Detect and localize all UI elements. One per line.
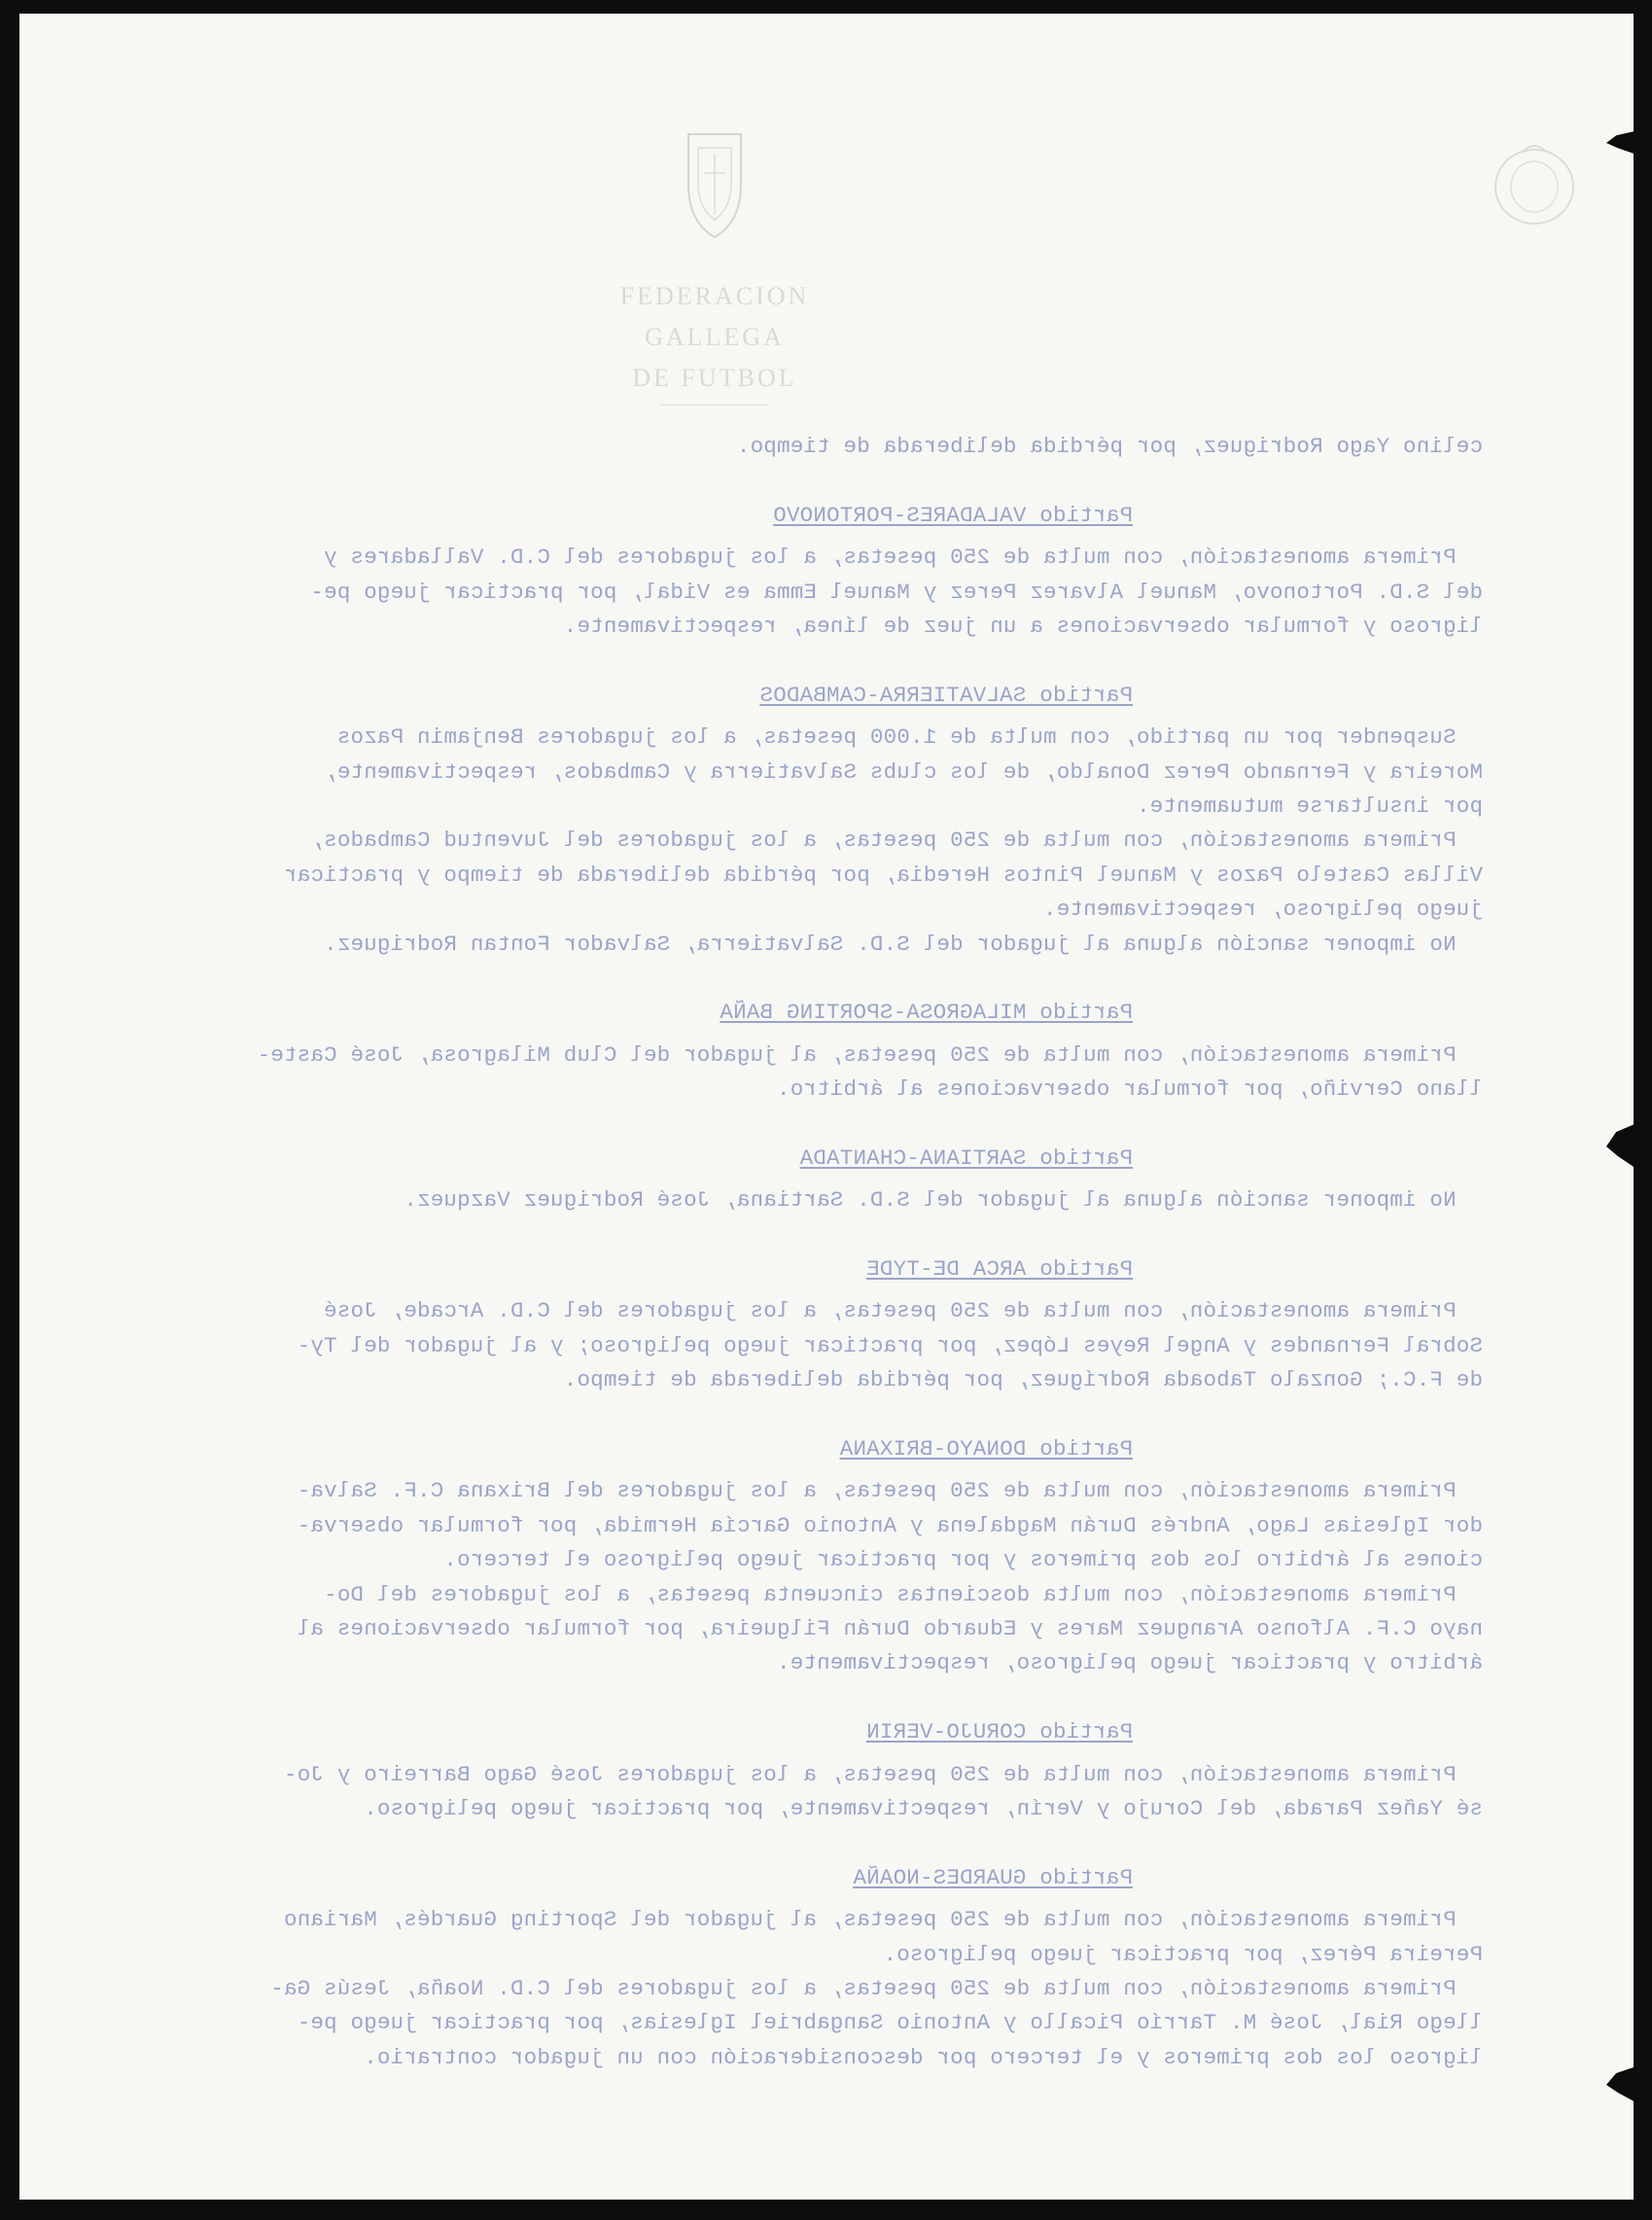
- mirrored-text-layer: [19, 14, 1634, 2200]
- heading-spacer: [73, 1895, 1483, 1903]
- match-heading-text: Partido VALADARES-PORTONOVO: [773, 502, 1133, 528]
- typed-line: nayo C.F. Alfonso Aranguez Mares y Eduardo Durán Filgueira, por formular observaciones al: [297, 1615, 1483, 1641]
- typed-line: Primera amonestación, con multa de 250 pesetas, a los jugadores del C.D. Arcade, José: [323, 1298, 1483, 1324]
- heading-spacer: [73, 1031, 1483, 1039]
- match-heading: [73, 1252, 1483, 1286]
- typed-line: Primera amonestación, con multa de 250 pesetas, a los jugadores del C.D. Noaña, Jesús Ga-: [270, 1975, 1483, 2001]
- typed-line: No imponer sanción alguna al jugador del S.D. Salvatierra, Salvador Fontan Rodriguez.: [323, 931, 1483, 957]
- typed-line: Moreira y Fernando Perez Donaldo, de los clubs Salvatierra y Cambados, respectivamente,: [323, 758, 1483, 785]
- typed-line: Primera amonestación, con multa de 250 pesetas, a los jugadores del Brixana C.F. Salva-: [297, 1478, 1483, 1504]
- typed-line: dor Iglesias Lago, Andrés Durán Magdalena y Antonio García Hermida, por formular observa-: [297, 1512, 1483, 1538]
- heading-spacer: [73, 533, 1483, 541]
- match-heading: [73, 996, 1483, 1030]
- match-heading: [73, 679, 1483, 713]
- paragraph-gap: [73, 464, 1483, 498]
- match-heading: [73, 499, 1483, 533]
- org-name-line1: FEDERACION GALLEGA: [619, 282, 810, 351]
- typed-line: de F.C.; Gonzalo Taboada Rodríguez, por pérdida deliberada de tiempo.: [563, 1367, 1483, 1393]
- typed-line: Primera amonestación, con multa de 250 pesetas, a los jugadores del C.D. Valladares y: [323, 545, 1483, 571]
- typed-line: ligroso y formular observaciones a un juez de línea, respectivamente.: [563, 613, 1483, 639]
- match-heading: [73, 1715, 1483, 1749]
- paragraph-gap: [73, 1218, 1483, 1252]
- match-heading-text: Partido MILAGROSA-SPORTING BAÑA: [720, 1000, 1133, 1026]
- match-heading-text: Partido GUARDES-NOAÑA: [853, 1864, 1133, 1890]
- typed-line: Primera amonestación, con multa de 250 pesetas, a los jugadores José Gago Barreiro y Jo-: [283, 1761, 1483, 1787]
- typed-line: del S.D. Portonovo, Manuel Alvarez Perez y Manuel Emma es Vidal, por practicar juego pe-: [310, 579, 1483, 605]
- heading-spacer: [73, 1466, 1483, 1474]
- match-heading-text: Partido SARTIANA-CHANTADA: [799, 1145, 1133, 1171]
- typed-line: llano Cerviño, por formular observaciones al árbitro.: [776, 1076, 1483, 1103]
- paragraph-gap: [73, 644, 1483, 678]
- match-heading-text: Partido CORUJO-VERIN: [865, 1719, 1133, 1745]
- match-heading-text: Partido SALVATIERRA-CAMBADOS: [759, 682, 1133, 708]
- heading-spacer: [73, 713, 1483, 721]
- typed-line: Pereira Pérez, por practicar juego peligroso.: [883, 1941, 1483, 1967]
- typed-line: por insultarse mutuamente.: [1136, 793, 1483, 819]
- typed-line: llego Rial, José M. Tarrío Picallo y Antonio Sangabriel Iglesias, por practicar juego pe-: [297, 2010, 1483, 2036]
- scanned-page: [19, 14, 1634, 2200]
- typed-line: Primera amonestación, con multa de 250 pesetas, al jugador del Club Milagrosa, José Caste-: [257, 1041, 1483, 1068]
- typed-line: Suspender por un partido, con multa de 1.000 pesetas, a los jugadores Benjamin Pazos: [336, 724, 1483, 751]
- org-name-line2: DE FUTBOL: [632, 364, 797, 392]
- typed-line: ciones al árbitro los dos primeros y por practicar juego peligroso el tercero.: [443, 1547, 1483, 1573]
- typed-line: Primera amonestación, con multa doscientas cincuenta pesetas, a los jugadores del Do-: [323, 1581, 1483, 1607]
- match-heading: [73, 1861, 1483, 1895]
- match-heading: [73, 1142, 1483, 1176]
- heading-spacer: [73, 1750, 1483, 1758]
- match-heading-text: Partido DONAYO-BRIXANA: [839, 1436, 1133, 1462]
- heading-spacer: [73, 1176, 1483, 1183]
- paragraph-gap: [73, 1826, 1483, 1860]
- document-body: [73, 430, 1483, 2075]
- typed-line: ligroso los dos primeros y el tercero por desconsideración con un jugador contrario.: [364, 2044, 1483, 2070]
- paragraph-gap: [73, 1107, 1483, 1141]
- typed-line: Villas Castelo Pazos y Manuel Pintos Heredia, por pérdida deliberada de tiempo y practicar: [283, 862, 1483, 888]
- match-heading-text: Partido ARCA DE-TYDE: [865, 1256, 1133, 1283]
- typed-line: Primera amonestación, con multa de 250 pesetas, al jugador del Sporting Guardés, Mariano: [283, 1907, 1483, 1933]
- match-heading: [73, 1432, 1483, 1466]
- typed-line: Sobral Fernandes y Angel Reyes López, por practicar juego peligroso; y al jugador del Ty-: [297, 1332, 1483, 1358]
- paragraph-gap: [73, 962, 1483, 996]
- typed-line: No imponer sanción alguna al jugador del S.D. Sartiana, José Rodriguez Vazquez.: [404, 1187, 1483, 1214]
- typed-line: Primera amonestación, con multa de 250 pesetas, a los jugadores del Juventud Cambados,: [310, 828, 1483, 854]
- typed-line: sé Yañez Parada, del Corujo y Verín, respectivamente, por practicar juego peligroso.: [364, 1795, 1483, 1821]
- typed-line: juego peligroso, respectivamente.: [1042, 897, 1483, 923]
- typed-line: celino Yago Rodriguez, por pérdida deliberada de tiempo.: [736, 434, 1483, 459]
- paragraph-gap: [73, 1681, 1483, 1715]
- typed-line: árbitro y practicar juego peligroso, respectivamente.: [776, 1650, 1483, 1676]
- paragraph-gap: [73, 1398, 1483, 1432]
- heading-spacer: [73, 1286, 1483, 1294]
